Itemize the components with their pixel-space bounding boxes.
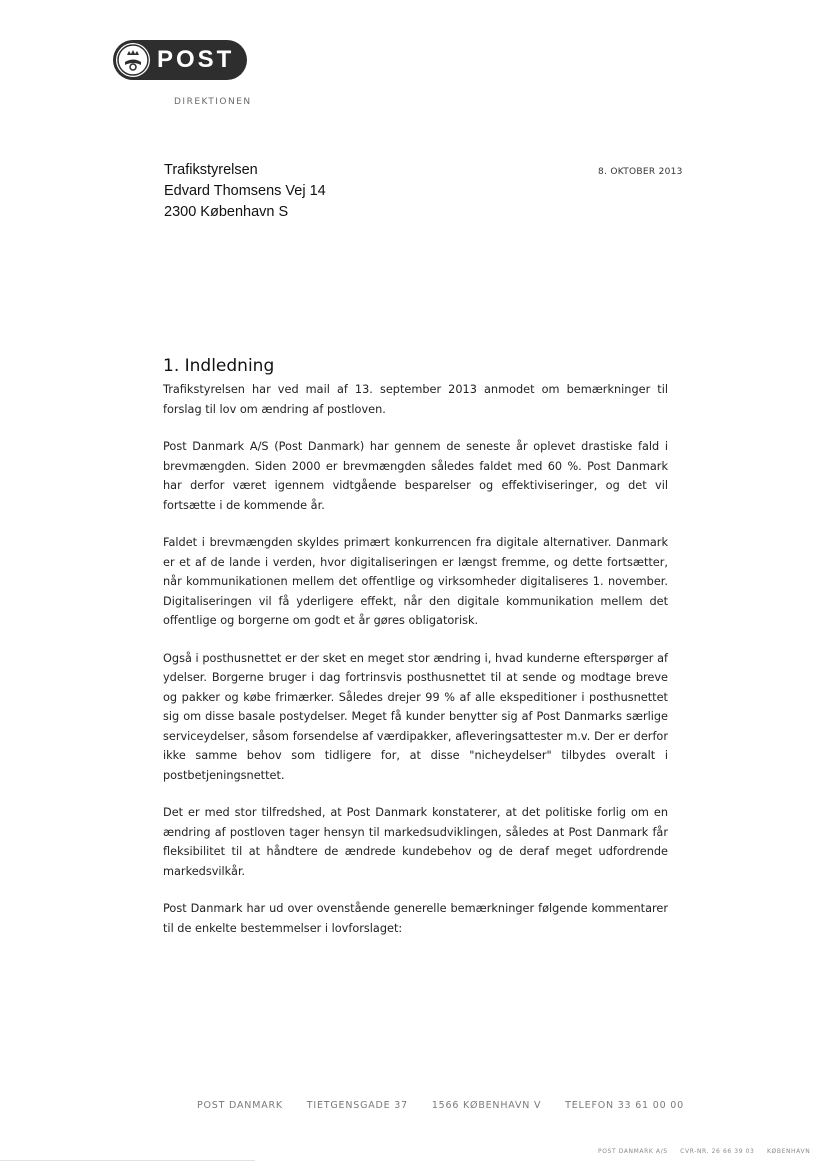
paragraph: Trafikstyrelsen har ved mail af 13. september 2013 anmodet om bemærkninger til forslag til lov om ændring af postloven. xyxy=(163,383,668,416)
scan-edge-line xyxy=(0,1160,255,1161)
footer-phone: TELEFON 33 61 00 00 xyxy=(565,1100,684,1111)
letter-date: 8. OKTOBER 2013 xyxy=(598,167,683,177)
paragraph: Også i posthusnettet er der sket en meget stor ændring i, hvad kunderne efterspørger af ydelser. Borgerne bruger i dag fortrinsvis posthusnettet til at sende og modtage breve og pakker og købe frimærker. Således drejer 99 % af alle ekspeditioner i posthusnettet sig om disse basale postydelser. Meget få kunder benytter sig af Post Danmarks særlige serviceydelser, såsom forsendelse af værdipakker, afleveringsattester m.v. Der er derfor ikke samme behov som tidligere for, at disse "nicheydelser" tilbydes overalt i postbetjeningsnettet. xyxy=(163,651,668,782)
horn-crown-icon xyxy=(116,43,150,77)
recipient-city: 2300 København S xyxy=(164,204,289,220)
section-heading: 1. Indledning xyxy=(163,356,275,376)
paragraph: Det er med stor tilfredshed, at Post Danmark konstaterer, at det politiske forlig om en ændring af postloven tager hensyn til markedsudviklingen, således at Post Danmark får fleksibilitet til at håndtere de ændrede kundebehov og de deraf meget udfordrende markedsvilkår. xyxy=(163,806,668,878)
footer-registration xyxy=(598,1148,820,1155)
post-logo xyxy=(113,40,247,80)
footer-small-city: KØBENHAVN xyxy=(767,1148,811,1155)
footer-city: 1566 KØBENHAVN V xyxy=(431,1100,542,1111)
footer-street: TIETGENSGADE 37 xyxy=(306,1100,408,1111)
recipient-name: Trafikstyrelsen xyxy=(164,162,258,178)
letter-body xyxy=(163,356,668,938)
footer-company: POST DANMARK xyxy=(197,1100,283,1111)
footer-small-company: POST DANMARK A/S xyxy=(598,1148,668,1155)
logo-wordmark: POST xyxy=(157,46,235,73)
paragraph: Post Danmark A/S (Post Danmark) har gennem de seneste år oplevet drastiske fald i brevmængden. Siden 2000 er brevmængden således faldet med 60 %. Post Danmark har derfor været igennem vidtgående besparelser og effektiviseringer, og det vil fortsætte i de kommende år. xyxy=(163,440,668,512)
footer-address xyxy=(197,1100,704,1111)
recipient-address xyxy=(164,160,326,223)
paragraph: Post Danmark har ud over ovenstående generelle bemærkninger følgende kommentarer til de enkelte bestemmelser i lovforslaget: xyxy=(163,902,668,935)
recipient-street: Edvard Thomsens Vej 14 xyxy=(164,183,326,199)
department-label: DIREKTIONEN xyxy=(174,97,252,107)
paragraph: Faldet i brevmængden skyldes primært konkurrencen fra digitale alternativer. Danmark er et af de lande i verden, hvor digitaliseringen er længst fremme, og dette fortsætter, når kommunikationen mellem det offentlige og virksomheder digitaliseres 1. november. Digitaliseringen vil få yderligere effekt, når den digitale kommunikation mellem det offentlige og borgerne om godt et år gøres obligatorisk. xyxy=(163,536,668,627)
footer-cvr: CVR-NR. 26 66 39 03 xyxy=(680,1148,755,1155)
